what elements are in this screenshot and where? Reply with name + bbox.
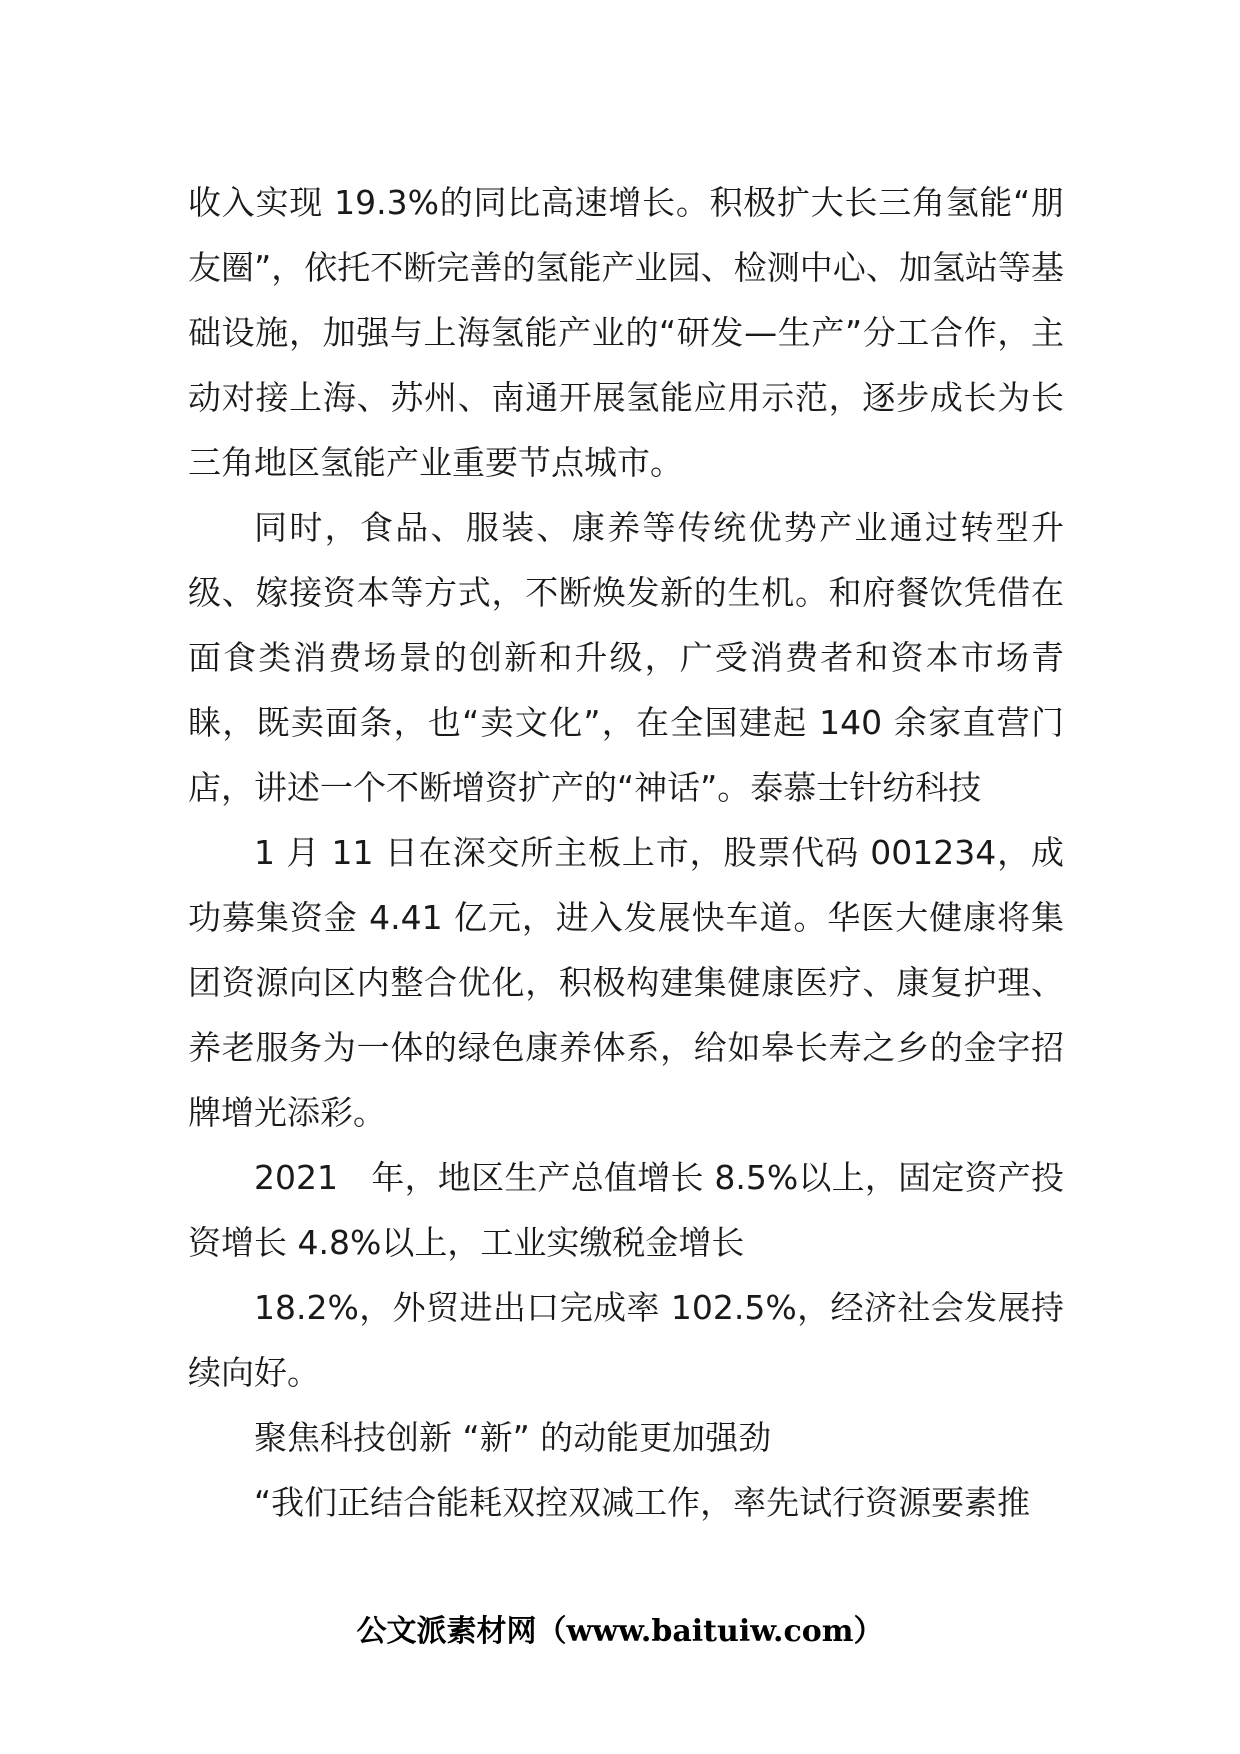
paragraph-2021-growth: 2021 年，地区生产总值增长 8.5%以上，固定资产投资增长 4.8%以上，工业实缴税金增长 bbox=[188, 1158, 1064, 1262]
section-heading-tech-innovation: 聚焦科技创新 “新” 的动能更加强劲 bbox=[254, 1418, 772, 1457]
paragraph-listing-and-health: 1 月 11 日在深交所主板上市，股票代码 001234，成功募集资金 4.41 亿元，进入发展快车道。华医大健康将集团资源向区内整合优化，积极构建集健康医疗、康复护理、养老服务为一体的绿色康养体系，给如皋长寿之乡的金字招牌增光添彩。 bbox=[188, 833, 1064, 1132]
paragraph-quote-start: “我们正结合能耗双控双减工作，率先试行资源要素推 bbox=[254, 1483, 1031, 1522]
page-footer-watermark: 公文派素材网（www.baituiw.com） bbox=[356, 1614, 884, 1649]
paragraph-traditional-industries: 同时，食品、服装、康养等传统优势产业通过转型升级、嫁接资本等方式，不断焕发新的生机。和府餐饮凭借在面食类消费场景的创新和升级，广受消费者和资本市场青睐，既卖面条，也“卖文化”，在全国建起 140 余家直营门店，讲述一个不断增资扩产的“神话”。泰慕士针纺科技 bbox=[188, 508, 1064, 807]
document-body bbox=[188, 170, 1064, 1535]
paragraph-trade-completion: 18.2%，外贸进出口完成率 102.5%，经济社会发展持续向好。 bbox=[188, 1288, 1064, 1392]
paragraph-hydrogen-industry: 收入实现 19.3%的同比高速增长。积极扩大长三角氢能“朋友圈”，依托不断完善的氢能产业园、检测中心、加氢站等基础设施，加强与上海氢能产业的“研发—生产”分工合作，主动对接上海、苏州、南通开展氢能应用示范，逐步成长为长三角地区氢能产业重要节点城市。 bbox=[188, 183, 1064, 482]
